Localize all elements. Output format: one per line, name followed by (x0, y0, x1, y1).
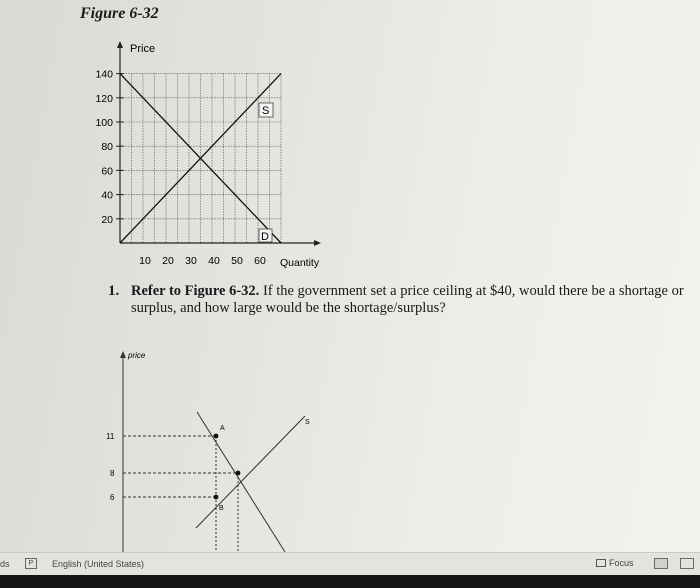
sketch-y-arrow (120, 351, 126, 358)
sketch-y-label: price (128, 351, 146, 360)
focus-button[interactable] (596, 558, 634, 568)
point-b-label: B (219, 505, 224, 512)
x-tick-label: 40 (208, 255, 220, 267)
figure-title: Figure 6-32 (80, 5, 159, 22)
x-tick-label: 60 (254, 255, 266, 267)
question-body: If the government set a price ceiling at $40, would there be a shortage or surplus, and how large would be the shortage/surplus? (131, 283, 684, 316)
y-tick-label: 40 (101, 189, 113, 202)
point-a (214, 434, 219, 439)
y-axis-label: Price (130, 43, 156, 55)
screen-bezel (0, 575, 700, 588)
web-layout-icon[interactable] (680, 558, 694, 569)
y-tick-label: 120 (95, 92, 113, 105)
y-tick-label: 100 (95, 117, 113, 129)
print-layout-icon[interactable] (654, 558, 668, 569)
point-a-label: A (220, 425, 225, 432)
tick-11: 11 (106, 432, 115, 441)
tick-6: 6 (110, 493, 115, 502)
focus-label: Focus (609, 558, 634, 568)
point-b (214, 495, 219, 500)
y-tick-label: 80 (101, 141, 113, 154)
x-tick-label: 50 (231, 255, 243, 267)
proofing-icon[interactable]: P (25, 558, 37, 569)
focus-icon (596, 559, 606, 567)
language-indicator[interactable]: English (United States) (52, 559, 145, 569)
x-tick-label: 10 (139, 255, 151, 267)
x-axis-arrow (314, 240, 321, 246)
status-words: ds (0, 559, 10, 569)
question-text (131, 283, 691, 317)
sketch-supply (196, 416, 305, 528)
price-ceiling-sketch (0, 340, 700, 555)
supply-label: S (262, 105, 270, 117)
y-tick-label: 140 (95, 68, 113, 81)
figure-6-32-chart (0, 0, 700, 280)
y-tick-label: 60 (101, 165, 113, 178)
y-axis-arrow (117, 41, 123, 48)
sketch-supply-label: S (305, 419, 310, 426)
question-lead: Refer to Figure 6-32. (131, 283, 260, 299)
equilibrium-point (236, 471, 241, 476)
tick-8: 8 (110, 469, 115, 478)
x-tick-label: 30 (185, 255, 197, 267)
demand-label: D (261, 231, 269, 243)
x-axis-label: Quantity (280, 257, 320, 269)
question-number: 1. (108, 283, 120, 299)
y-tick-label: 20 (101, 213, 113, 226)
x-tick-label: 20 (162, 255, 174, 267)
status-bar (0, 552, 700, 575)
